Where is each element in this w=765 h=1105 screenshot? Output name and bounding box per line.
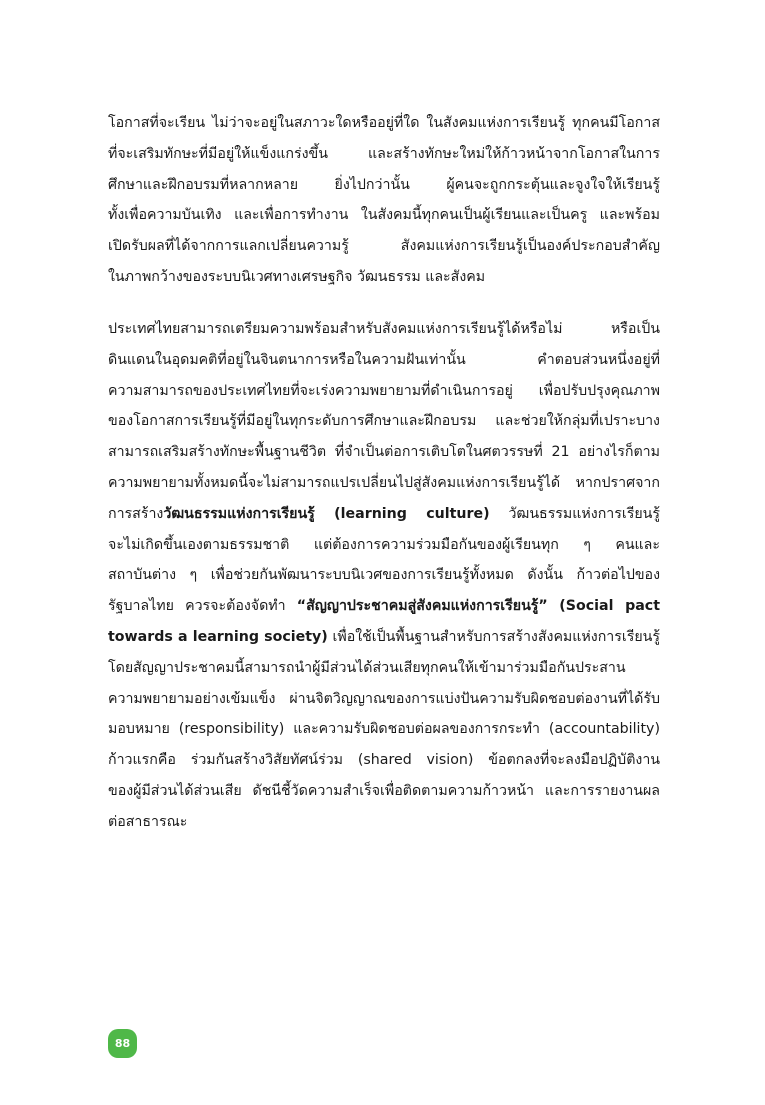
text-line: จะไม่เกิดขึ้นเองตามธรรมชาติ แต่ต้องการความร่วมมือกันของผู้เรียนทุก ๆ คนและ [108, 536, 660, 553]
page-number-badge: 88 [108, 1029, 137, 1058]
social-pact-emphasis: towards a learning society) [108, 628, 328, 645]
text-line: ที่จะเสริมทักษะที่มีอยู่ให้แข็งแกร่งขึ้น และสร้างทักษะใหม่ให้ก้าวหน้าจากโอกาสในการ [108, 145, 660, 162]
paragraph-learning-opportunity [108, 108, 660, 293]
text-line: ดินแดนในอุดมคติที่อยู่ในจินตนาการหรือในความฝันเท่านั้น คำตอบส่วนหนึ่งอยู่ที่ [108, 351, 660, 368]
text-line: ประเทศไทยสามารถเตรียมความพร้อมสำหรับสังคมแห่งการเรียนรู้ได้หรือไม่ หรือเป็น [108, 321, 660, 337]
text-line: โอกาสที่จะเรียน ไม่ว่าจะอยู่ในสภาวะใดหรืออยู่ที่ใด ในสังคมแห่งการเรียนรู้ ทุกคนมีโอกาส [108, 115, 660, 131]
text-line: โดยสัญญาประชาคมนี้สามารถนำผู้มีส่วนได้ส่วนเสียทุกคนให้เข้ามาร่วมมือกันประสาน [108, 659, 626, 676]
learning-culture-emphasis: วัฒนธรรมแห่งการเรียนรู้ (learning culture) [163, 505, 490, 522]
text-segment: รัฐบาลไทย ควรจะต้องจัดทำ [108, 598, 297, 615]
text-segment: การสร้าง [108, 505, 164, 522]
text-line: ความพยายามอย่างเข้มแข็ง ผ่านจิตวิญญาณของการแบ่งปันความรับผิดชอบต่องานที่ได้รับ [108, 690, 660, 707]
social-pact-emphasis: “สัญญาประชาคมสู่สังคมแห่งการเรียนรู้” (Social pact [296, 598, 660, 615]
text-line: ต่อสาธารณะ [108, 813, 188, 830]
text-line: สามารถเสริมสร้างทักษะพื้นฐานชีวิต ที่จำเป็นต่อการเติบโตในศตวรรษที่ 21 อย่างไรก็ตาม [108, 444, 660, 461]
text-line [108, 622, 660, 653]
text-line: ของผู้มีส่วนได้ส่วนเสีย ดัชนีชี้วัดความสำเร็จเพื่อติดตามความก้าวหน้า และการรายงานผล [108, 782, 660, 799]
text-line: สถาบันต่าง ๆ เพื่อช่วยกันพัฒนาระบบนิเวศของการเรียนรู้ทั้งหมด ดังนั้น ก้าวต่อไปของ [108, 567, 660, 584]
text-line: ความสามารถของประเทศไทยที่จะเร่งความพยายามที่ดำเนินการอยู่ เพื่อปรับปรุงคุณภาพ [108, 382, 660, 399]
text-line: มอบหมาย (responsibility) และความรับผิดชอบต่อผลของการกระทำ (accountability) [108, 721, 660, 738]
text-line: ในภาพกว้างของระบบนิเวศทางเศรษฐกิจ วัฒนธรรม และสังคม [108, 268, 486, 285]
text-line: ความพยายามทั้งหมดนี้จะไม่สามารถแปรเปลี่ยนไปสู่สังคมแห่งการเรียนรู้ได้ หากปราศจาก [108, 474, 660, 491]
text-segment: วัฒนธรรมแห่งการเรียนรู้ [489, 505, 660, 522]
text-line: เปิดรับผลที่ได้จากการแลกเปลี่ยนความรู้ สังคมแห่งการเรียนรู้เป็นองค์ประกอบสำคัญ [108, 238, 660, 255]
paragraph-thailand-readiness [108, 314, 660, 838]
text-line: ทั้งเพื่อความบันเทิง และเพื่อการทำงาน ในสังคมนี้ทุกคนเป็นผู้เรียนและเป็นครู และพร้อม [108, 207, 660, 224]
text-line [108, 591, 660, 622]
text-segment: เพื่อใช้เป็นพื้นฐานสำหรับการสร้างสังคมแห่งการเรียนรู้ [327, 628, 660, 645]
text-line [108, 499, 660, 530]
text-line: ศึกษาและฝึกอบรมที่หลากหลาย ยิ่งไปกว่านั้น ผู้คนจะถูกกระตุ้นและจูงใจให้เรียนรู้ [108, 176, 660, 193]
text-line: ก้าวแรกคือ ร่วมกันสร้างวิสัยทัศน์ร่วม (shared vision) ข้อตกลงที่จะลงมือปฏิบัติงาน [108, 752, 660, 769]
text-line: ของโอกาสการเรียนรู้ที่มีอยู่ในทุกระดับการศึกษาและฝึกอบรม และช่วยให้กลุ่มที่เปราะบาง [108, 413, 660, 430]
